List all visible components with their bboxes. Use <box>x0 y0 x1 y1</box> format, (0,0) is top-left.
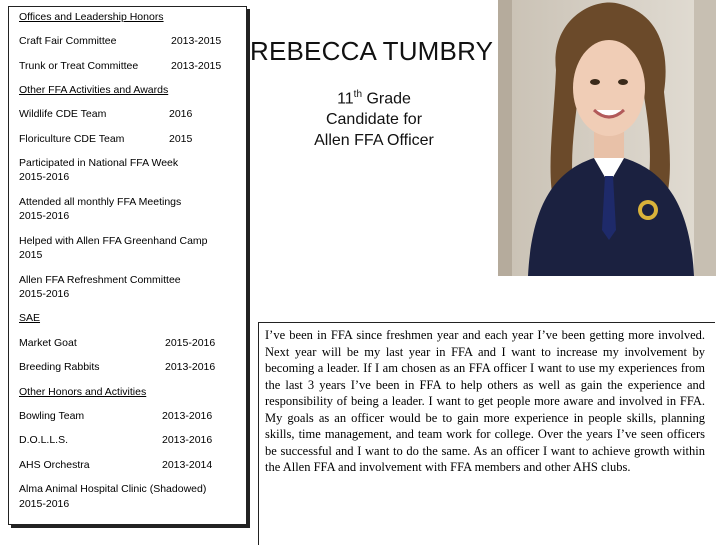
other-label: D.O.L.L.S. <box>19 434 69 446</box>
candidate-subtitle <box>280 84 468 151</box>
office-line: Allen FFA Officer <box>314 132 434 150</box>
candidate-photo <box>498 0 716 276</box>
essay-box <box>258 322 715 545</box>
activity-label: Floriculture CDE Team <box>19 133 125 145</box>
other-years: 2013-2014 <box>162 459 213 471</box>
office-years: 2013-2015 <box>171 60 222 72</box>
candidate-name: REBECCA TUMBRY <box>250 36 494 66</box>
note-line: Participated in National FFA Week <box>19 157 179 169</box>
sae-label: Market Goat <box>19 337 77 349</box>
sae-years: 2015-2016 <box>165 337 216 349</box>
note-line: Helped with Allen FFA Greenhand Camp <box>19 235 208 247</box>
activities-heading: Other FFA Activities and Awards <box>19 84 169 96</box>
other-label: Bowling Team <box>19 410 85 422</box>
note-years: 2015 <box>19 249 43 261</box>
note-years: 2015-2016 <box>19 288 70 300</box>
sae-heading: SAE <box>19 312 41 324</box>
office-label: Craft Fair Committee <box>19 35 117 47</box>
activity-years: 2015 <box>169 133 193 145</box>
other-years: 2013-2016 <box>162 410 213 422</box>
activity-label: Wildlife CDE Team <box>19 108 107 120</box>
note-line: Allen FFA Refreshment Committee <box>19 274 181 286</box>
sae-years: 2013-2016 <box>165 361 216 373</box>
offices-heading: Offices and Leadership Honors <box>19 11 164 23</box>
candidate-line: Candidate for <box>325 111 423 129</box>
candidate-essay: I’ve been in FFA since freshmen year and each year I’ve been getting more involved. Next year will be my last year in FFA and I want to increase my involvement by becoming a leader. If I am chosen as an FFA officer I want to use my experiences from the last 3 years I’ve been in FFA to help others as well as gain the experience and responsibility of being a leader. I want to get people more aware and involved in FFA. My goals as an officer would be to gain more experience in people skills, planning skills, time management, and team work for college. Over the years I’ve seen officers be successful and I want to do the same. As an officer I want to achieve growth within the Allen FFA and involvement with FFA members and other AHS clubs. <box>265 328 705 474</box>
office-years: 2013-2015 <box>171 35 222 47</box>
clinic-line: Alma Animal Hospital Clinic (Shadowed) <box>19 483 207 495</box>
other-label: AHS Orchestra <box>19 459 90 471</box>
note-years: 2015-2016 <box>19 210 70 222</box>
other-years: 2013-2016 <box>162 434 213 446</box>
clinic-years: 2015-2016 <box>19 498 70 510</box>
other-heading: Other Honors and Activities <box>19 386 147 398</box>
note-years: 2015-2016 <box>19 171 70 183</box>
sae-label: Breeding Rabbits <box>19 361 100 373</box>
note-line: Attended all monthly FFA Meetings <box>19 196 182 208</box>
office-label: Trunk or Treat Committee <box>19 60 139 72</box>
activity-years: 2016 <box>169 108 193 120</box>
grade-line: 11th Grade <box>337 89 411 108</box>
